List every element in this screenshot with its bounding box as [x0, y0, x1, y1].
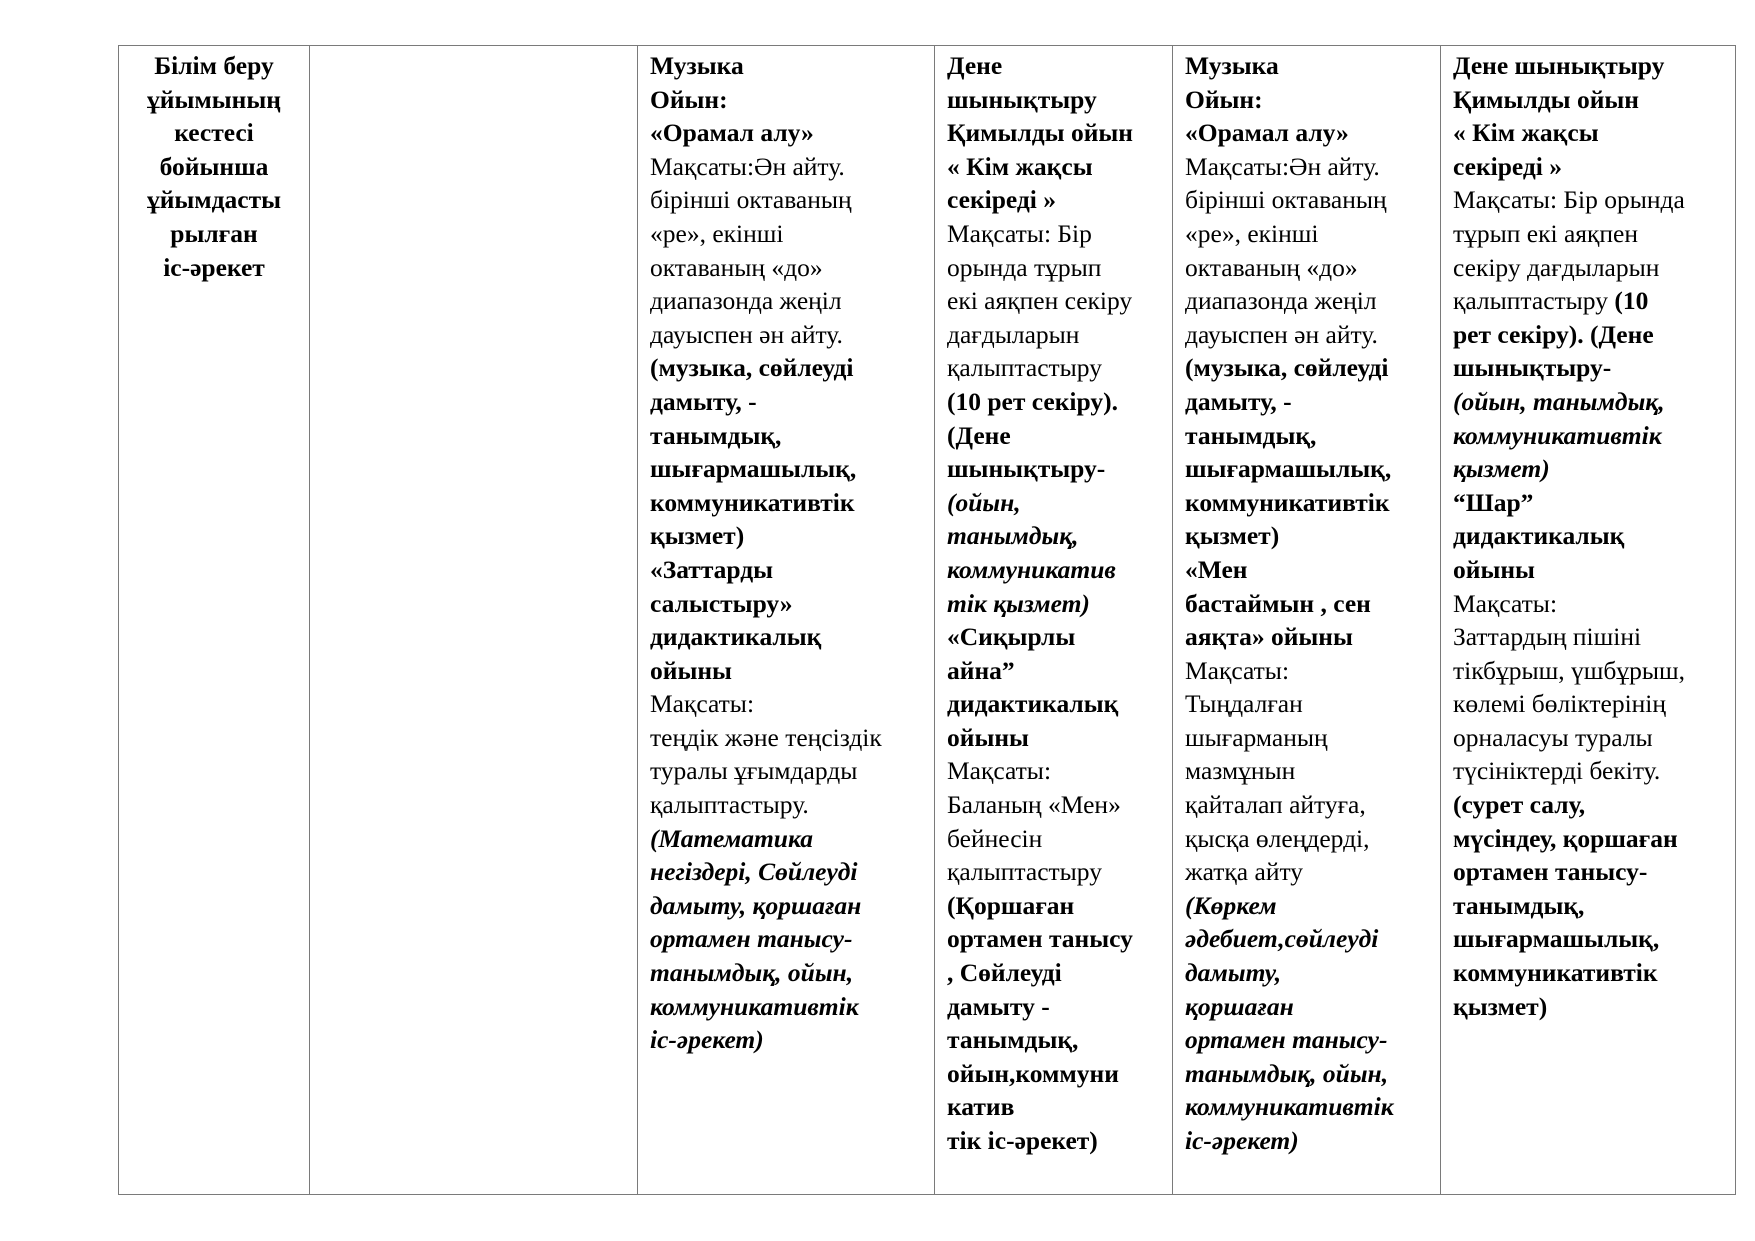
day-cell-pe-2 — [1441, 46, 1736, 1195]
cell-text-line: «Мен — [1185, 554, 1248, 584]
header-line: кестесі — [174, 118, 254, 148]
cell-text-line: танымдық, ойын, — [1185, 1058, 1389, 1088]
cell-text-line: ортамен танысу- — [1453, 857, 1648, 887]
cell-text-line: Мақсаты: Бір орында — [1453, 185, 1685, 215]
cell-text-line: коммуникативтік — [1185, 1092, 1394, 1122]
cell-text-line: танымдық, ойын, — [650, 958, 854, 988]
cell-text-line: , Сөйлеуді — [947, 958, 1062, 988]
cell-text-line: (Дене — [947, 420, 1011, 450]
cell-text-line: Музыка — [1185, 51, 1279, 80]
cell-text-line: әдебиет,сөйлеуді — [1185, 924, 1379, 954]
cell-text-line: дамыту, қоршаған — [650, 890, 862, 920]
day-cell-music-2 — [1173, 46, 1441, 1195]
row-header-cell — [119, 46, 310, 1195]
cell-text-line: « Кім жақсы — [947, 151, 1093, 181]
cell-text-line: Мақсаты: — [1185, 655, 1290, 685]
cell-text-line: қызмет) — [1185, 521, 1280, 551]
cell-text-line: “Шар” — [1453, 487, 1534, 517]
cell-text-line: орналасуы туралы — [1453, 722, 1653, 752]
cell-text-line: қайталап айтуға, — [1185, 790, 1366, 820]
cell-text-line: қызмет) — [1453, 991, 1548, 1021]
cell-text-line: қоршаған — [1185, 991, 1294, 1021]
cell-text-line: секіреді » — [1453, 151, 1562, 181]
cell-text-line: қызмет) — [1453, 454, 1550, 484]
cell-text-line: мазмұнын — [1185, 756, 1296, 786]
cell-text-line: іс-әрекет) — [1185, 1126, 1299, 1155]
cell-text-line: бірінші октаваның — [650, 185, 852, 215]
cell-text-line: мүсіндеу, қоршаған — [1453, 823, 1678, 853]
cell-text-line: бірінші октаваның — [1185, 185, 1387, 215]
cell-text-line: шынықтыру — [947, 84, 1097, 114]
header-line: бойынша — [159, 151, 269, 181]
cell-text-line: дауыспен ән айту. — [1185, 319, 1378, 349]
cell-text-line: танымдық, — [947, 521, 1079, 551]
cell-text-line: Дене — [947, 51, 1003, 80]
cell-text-line: коммуникативтік — [1453, 958, 1658, 988]
cell-text-line: «Орамал алу» — [650, 118, 814, 148]
header-line: іс-әрекет — [163, 252, 265, 282]
cell-text-line: дамыту - — [947, 991, 1050, 1021]
schedule-table — [118, 45, 1736, 1195]
cell-text-line: «ре», екінші — [650, 218, 784, 248]
cell-text-line: секіреді » — [947, 185, 1056, 215]
cell-text-line: Қимылды ойын — [947, 118, 1133, 148]
cell-text-line: Ойын: — [1185, 84, 1263, 114]
cell-text-line: дауыспен ән айту. — [650, 319, 843, 349]
cell-text-line: (Қоршаған — [947, 890, 1075, 920]
cell-text-line: Мақсаты: — [650, 689, 755, 719]
cell-text-line: Мақсаты:Ән айту. — [1185, 151, 1380, 181]
cell-text-line: бейнесін — [947, 823, 1043, 853]
cell-text-line: Мақсаты: Бір — [947, 218, 1092, 248]
header-line: Білім беру — [154, 51, 274, 80]
cell-text-line: теңдік және теңсіздік — [650, 722, 882, 752]
cell-text-line: (музыка, сөйлеуді — [1185, 353, 1389, 383]
cell-text-line: диапазонда жеңіл — [1185, 286, 1377, 316]
table-row — [119, 46, 1736, 1195]
cell-text-line: ортамен танысу- — [1185, 1025, 1388, 1055]
cell-text-line — [1453, 284, 1725, 318]
cell-text-line: Тыңдалған — [1185, 689, 1303, 719]
cell-text-line: Мақсаты: — [1453, 588, 1558, 618]
cell-text-line: «Заттарды — [650, 554, 774, 584]
cell-text-line: негіздері, Сөйлеуді — [650, 857, 858, 887]
cell-text-line: дамыту, — [1185, 958, 1282, 988]
cell-text-line: қалыптастыру. — [650, 790, 809, 820]
cell-text-line: шынықтыру- — [947, 454, 1106, 484]
cell-text-line: танымдық, — [650, 420, 782, 450]
cell-text-line: туралы ұғымдарды — [650, 756, 858, 786]
header-line: ұйымының — [147, 84, 281, 114]
cell-text-line: секіру дағдыларын — [1453, 252, 1660, 282]
cell-text-run-bold: (10 — [1614, 286, 1649, 316]
cell-text-line: танымдық, — [1185, 420, 1317, 450]
cell-text-line: «ре», екінші — [1185, 218, 1319, 248]
cell-text-line: « Кім жақсы — [1453, 118, 1599, 148]
cell-text-line: екі аяқпен секіру — [947, 286, 1133, 316]
cell-text-line: шынықтыру- — [1453, 353, 1612, 383]
cell-text-line: Мақсаты: — [947, 756, 1052, 786]
cell-text-line: қалыптастыру — [947, 353, 1102, 383]
cell-text-line: ойыны — [1453, 554, 1535, 584]
cell-text-line: дамыту, - — [650, 386, 757, 416]
cell-text-line: рет секіру). (Дене — [1453, 319, 1654, 349]
cell-text-line: танымдық, — [1453, 890, 1585, 920]
cell-text-line: шығармашылық, — [1185, 454, 1392, 484]
cell-text-line: дамыту, - — [1185, 386, 1292, 416]
cell-text-line: (10 рет секіру). — [947, 386, 1118, 416]
cell-text-line: (Математика — [650, 823, 814, 853]
cell-text-line: ойыны — [650, 655, 732, 685]
cell-text-line: ойын,коммуни — [947, 1058, 1119, 1088]
cell-text-line: (ойын, танымдық, — [1453, 386, 1665, 416]
cell-text-line: қалыптастыру — [947, 857, 1102, 887]
day-cell-pe-1 — [935, 46, 1173, 1195]
cell-text-line: ойыны — [947, 722, 1029, 752]
cell-text-line: (музыка, сөйлеуді — [650, 353, 854, 383]
cell-text-line: жатқа айту — [1185, 857, 1304, 887]
cell-text-line: Заттардың пішіні — [1453, 622, 1642, 652]
cell-text-line: Музыка — [650, 51, 744, 80]
cell-text-line: орында тұрып — [947, 252, 1102, 282]
cell-text-line: ортамен танысу- — [650, 924, 853, 954]
day-cell-music-1 — [638, 46, 935, 1195]
cell-text-line: диапазонда жеңіл — [650, 286, 842, 316]
cell-text-line: тік қызмет) — [947, 588, 1090, 618]
cell-text-line: қысқа өлеңдерді, — [1185, 823, 1370, 853]
cell-text-line: ортамен танысу — [947, 924, 1133, 954]
cell-text-line: тікбұрыш, үшбұрыш, — [1453, 655, 1685, 685]
cell-text-line: шығармашылық, — [1453, 924, 1660, 954]
cell-text-line: тік іс-әрекет) — [947, 1126, 1098, 1155]
cell-text-line: Баланың «Мен» — [947, 790, 1121, 820]
cell-text-line: октаваның «до» — [650, 252, 823, 282]
cell-text-line: дидактикалық — [1453, 521, 1625, 551]
cell-text-line: октаваның «до» — [1185, 252, 1358, 282]
cell-text-line: танымдық, — [947, 1025, 1079, 1055]
cell-text-line: коммуникативтік — [650, 487, 855, 517]
cell-text-line: көлемі бөліктерінің — [1453, 689, 1667, 719]
cell-text-line: «Сиқырлы — [947, 622, 1076, 652]
cell-text-line: катив — [947, 1092, 1015, 1122]
cell-text-line: Дене шынықтыру — [1453, 51, 1665, 80]
header-line: ұйымдасты — [146, 185, 282, 215]
cell-text-line: коммуникативтік — [1185, 487, 1390, 517]
cell-text-line: коммуникатив — [947, 554, 1116, 584]
cell-text-line: коммуникативтік — [650, 991, 859, 1021]
cell-text-line: (ойын, — [947, 487, 1021, 517]
cell-text-line: қызмет) — [650, 521, 745, 551]
cell-text-line: Ойын: — [650, 84, 728, 114]
cell-text-line: айна” — [947, 655, 1015, 685]
cell-text-line: шығармашылық, — [650, 454, 857, 484]
cell-text-run: қалыптастыру — [1453, 286, 1615, 316]
cell-text-line: Қимылды ойын — [1453, 84, 1639, 114]
cell-text-line: (Көркем — [1185, 890, 1277, 920]
cell-text-line: аяқта» ойыны — [1185, 622, 1353, 652]
cell-text-line: шығарманың — [1185, 722, 1328, 752]
cell-text-line: түсініктерді бекіту. — [1453, 756, 1661, 786]
cell-text-line: бастаймын , сен — [1185, 588, 1371, 618]
cell-text-line: іс-әрекет) — [650, 1025, 764, 1055]
cell-text-line: (сурет салу, — [1453, 790, 1586, 820]
cell-text-line: салыстыру» — [650, 588, 793, 618]
cell-text-line: Мақсаты:Ән айту. — [650, 151, 845, 181]
header-line: рылған — [170, 218, 258, 248]
cell-text-line: коммуникативтік — [1453, 420, 1662, 450]
cell-text-line: дидактикалық — [947, 689, 1119, 719]
cell-text-line: тұрып екі аяқпен — [1453, 218, 1639, 248]
cell-text-line: дағдыларын — [947, 319, 1080, 349]
cell-text-line: «Орамал алу» — [1185, 118, 1349, 148]
empty-day-cell — [310, 46, 638, 1195]
cell-text-line: дидактикалық — [650, 622, 822, 652]
